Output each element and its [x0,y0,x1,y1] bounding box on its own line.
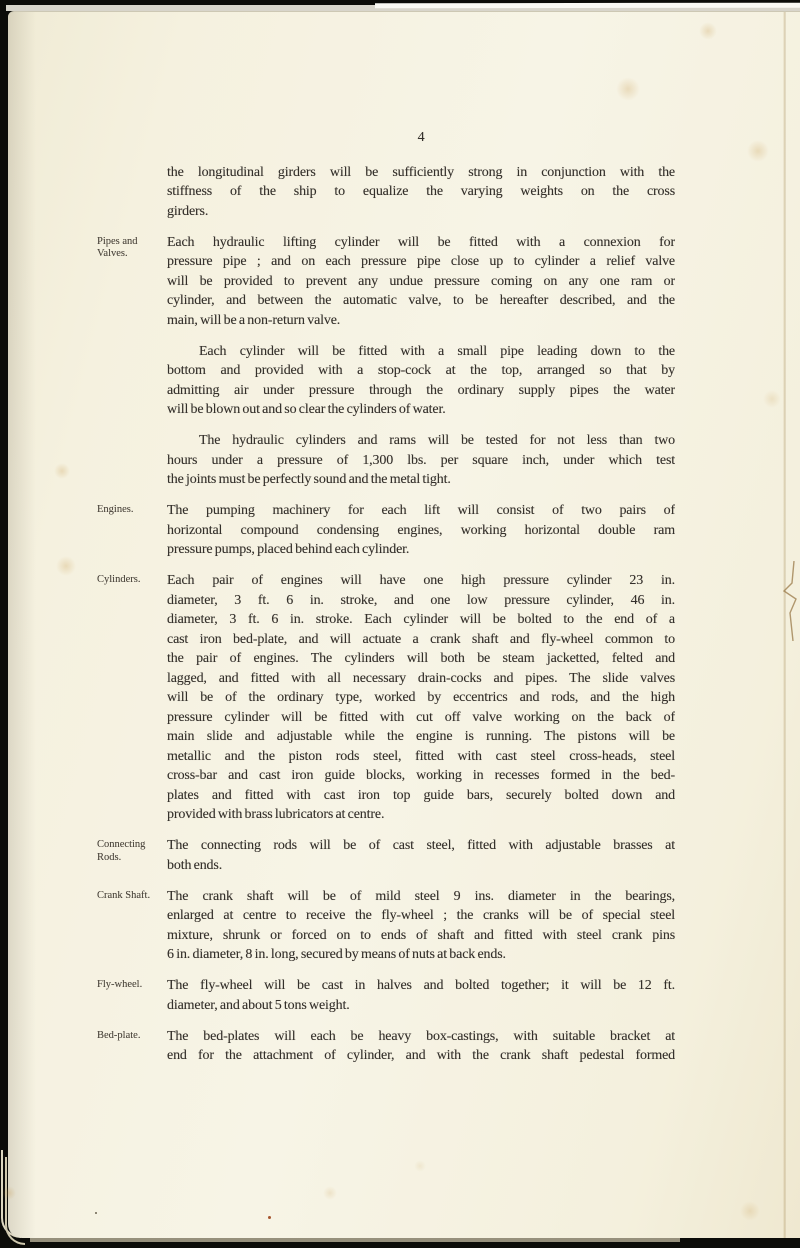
text-line: will be of the ordinary type, worked by eccentrics and rods, and the high [167,690,675,705]
text-line: The bed-plates will each be heavy box-castings, with suitable bracket at [167,1028,675,1044]
text-line: cross-bar and cast iron guide blocks, working in recesses formed in the bed- [167,768,675,783]
margin-note: Engines. [97,504,134,515]
text-line: admitting air under pressure through the ordinary supply pipes the water [167,382,675,398]
paragraph [97,976,675,1015]
text-line: 6 in. diameter, 8 in. long, secured by means of nuts at back ends. [167,947,506,962]
text-line: the joints must be perfectly sound and the metal tight. [167,472,451,487]
margin-note: Connecting Rods. [97,839,146,863]
text-line: diameter, and about 5 tons weight. [167,997,350,1013]
paragraph [97,887,675,965]
text-line: horizontal compound condensing engines, working horizontal double ram [167,522,675,538]
text-line: diameter, 3 ft. 6 in. stroke. Each cylinder will be bolted to the end of a [167,612,675,627]
text-line: both ends. [167,857,223,873]
paper-fiber [770,561,800,641]
margin-note: Fly-wheel. [97,979,143,990]
text-line: pressure pipe ; and on each pressure pipe close up to cylinder a relief valve [167,254,675,269]
text-line: Each cylinder will be fitted with a small pipe leading down to the [199,343,675,359]
paragraph [167,342,675,420]
page-edge [30,1238,680,1242]
text-line: the longitudinal girders will be sufficiently strong in conjunction with the [167,164,675,180]
text-line: metallic and the piston rods steel, fitted with cast steel cross-heads, steel [167,748,675,764]
paragraph [97,571,675,825]
paragraph [167,163,675,222]
book-page [8,11,800,1238]
text-line: The pumping machinery for each lift will consist of two pairs of [167,503,675,518]
text-line: stiffness of the ship to equalize the varying weights on the cross [167,184,675,199]
text-line: mixture, shrunk or forced on to ends of shaft and fitted with steel crank pins [167,927,675,943]
paragraph [97,501,675,560]
text-line: cylinder, and between the automatic valve, to be hereafter described, and the [167,293,675,308]
text-line: Each pair of engines will have one high pressure cylinder 23 in. [167,573,675,588]
margin-note: Bed-plate. [97,1029,141,1041]
text-line: the pair of engines. The cylinders will both be steam jacketted, felted and [167,651,675,666]
page-content [97,12,675,1066]
text-line: main, will be a non-return valve. [167,312,341,328]
text-line: Each hydraulic lifting cylinder will be fitted with a connexion for [167,234,675,250]
text-line: lagged, and fitted with all necessary drain-cocks and pipes. The slide valves [167,670,675,686]
text-line: The connecting rods will be of cast steel, fitted with adjustable brasses at [167,838,675,853]
text-line: pressure pumps, placed behind each cylinder. [167,542,410,557]
text-line: pressure cylinder will be fitted with cut off valve working on the back of [167,709,675,725]
text-line: will be provided to prevent any undue pressure coming on any one ram or [167,273,675,289]
paragraph [97,836,675,875]
text-line: will be blown out and so clear the cylinders of water. [167,402,446,417]
text-line: end for the attachment of cylinder, and with the crank shaft pedestal formed [167,1048,675,1063]
text-line: plates and fitted with cast iron top guide bars, securely bolted down and [167,787,675,803]
text-line: bottom and provided with a stop-cock at the top, arranged so that by [167,363,675,378]
text-line: The hydraulic cylinders and rams will be tested for not less than two [199,433,675,448]
text-line: cast iron bed-plate, and will actuate a crank shaft and fly-wheel common to [167,631,675,647]
margin-note: Pipes and Valves. [97,235,138,259]
paragraph [97,1027,675,1066]
page-edge [375,3,800,9]
text-line: hours under a pressure of 1,300 lbs. per square inch, under which test [167,452,675,468]
text-line: enlarged at centre to receive the fly-wheel ; the cranks will be of special steel [167,908,675,923]
paragraphs [97,163,675,1066]
text-line: girders. [167,203,209,219]
margin-note: Cylinders. [97,574,141,585]
text-line: The fly-wheel will be cast in halves and bolted together; it will be 12 ft. [167,978,675,993]
paragraph [167,431,675,490]
text-line: provided with brass lubricators at centre. [167,807,385,822]
text-line: The crank shaft will be of mild steel 9 ins. diameter in the bearings, [167,888,675,904]
page-number: 4 [417,130,425,145]
text-line: main slide and adjustable while the engine is running. The pistons will be [167,729,675,744]
paragraph [97,233,675,331]
margin-note: Crank Shaft. [97,889,151,901]
text-line: diameter, 3 ft. 6 in. stroke, and one low pressure cylinder, 46 in. [167,592,675,608]
